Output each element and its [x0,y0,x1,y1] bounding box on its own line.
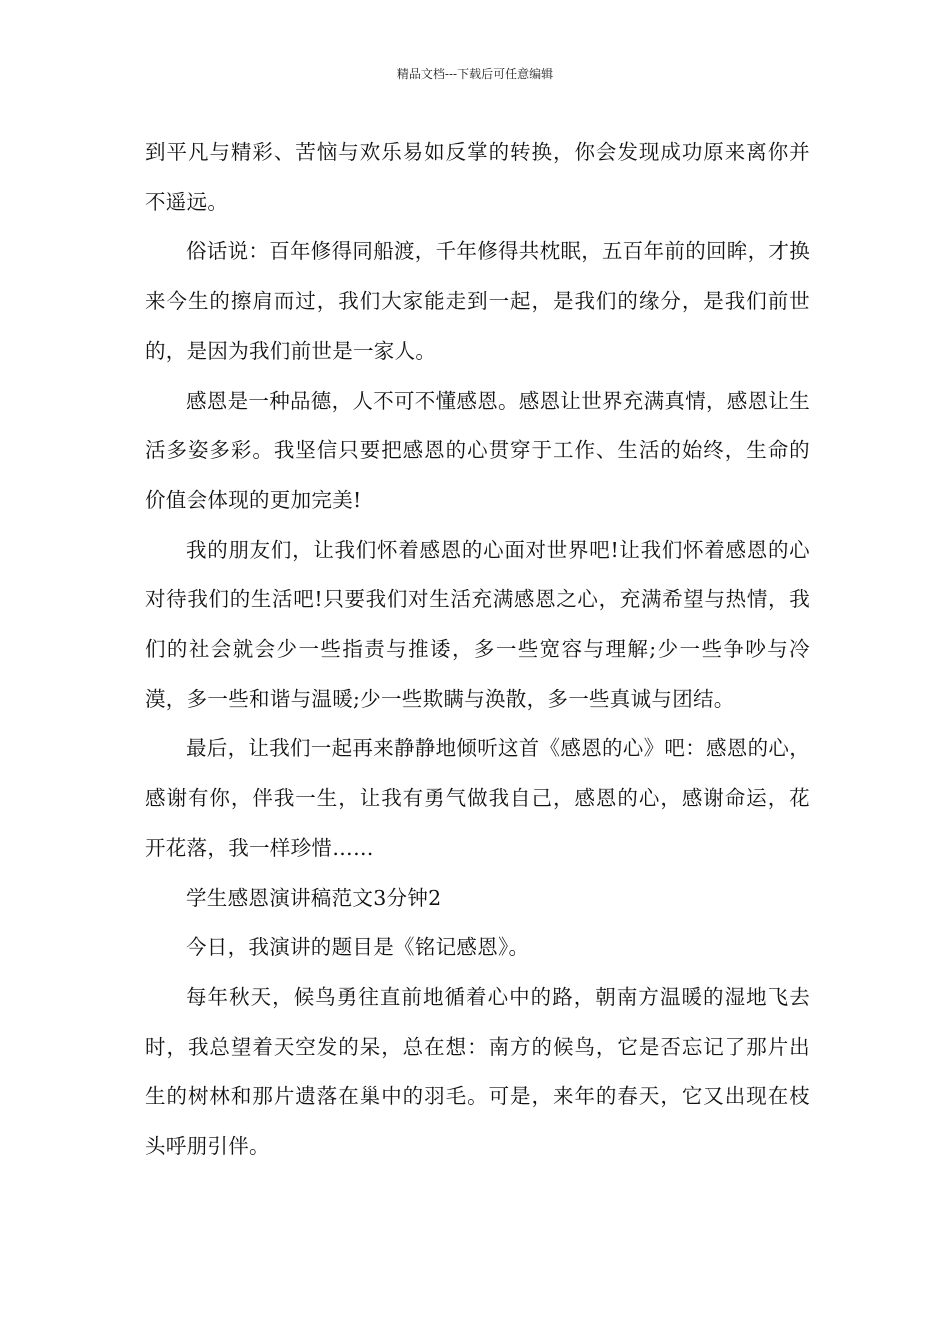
document-body [145,128,810,1172]
section-title: 学生感恩演讲稿范文3分钟2 [186,885,442,910]
paragraph-speech-topic: 今日，我演讲的题目是《铭记感恩》。 [186,935,530,960]
paragraph-proverb: 俗话说：百年修得同船渡，千年修得共枕眠，五百年前的回眸，才换来今生的擦肩而过，我们大家能走到一起，是我们的缘分，是我们前世的，是因为我们前世是一家人。 [145,239,810,363]
paragraph-closing-song: 最后，让我们一起再来静静地倾听这首《感恩的心》吧：感恩的心，感谢有你，伴我一生，让我有勇气做我自己，感恩的心，感谢命运，花开花落，我一样珍惜…… [145,736,810,860]
page-header: 精品文档---下载后可任意编辑 [396,67,554,81]
paragraph-gratitude-virtue: 感恩是一种品德，人不可不懂感恩。感恩让世界充满真情，感恩让生活多姿多彩。我坚信只要把感恩的心贯穿于工作、生活的始终，生命的价值会体现的更加完美! [145,388,810,512]
paragraph-migratory-birds: 每年秋天，候鸟勇往直前地循着心中的路，朝南方温暖的湿地飞去时，我总望着天空发的呆，总在想：南方的候鸟，它是否忘记了那片出生的树林和那片遗落在巢中的羽毛。可是，来年的春天，它又出现在枝头呼朋引伴。 [145,984,810,1159]
paragraph-friends: 我的朋友们，让我们怀着感恩的心面对世界吧!让我们怀着感恩的心对待我们的生活吧!只要我们对生活充满感恩之心，充满希望与热情，我们的社会就会少一些指责与推诿，多一些宽容与理解;少一些争吵与冷漠，多一些和谐与温暖;少一些欺瞒与涣散，多一些真诚与团结。 [145,537,810,711]
paragraph-continuation: 到平凡与精彩、苦恼与欢乐易如反掌的转换，你会发现成功原来离你并不遥远。 [145,140,810,214]
